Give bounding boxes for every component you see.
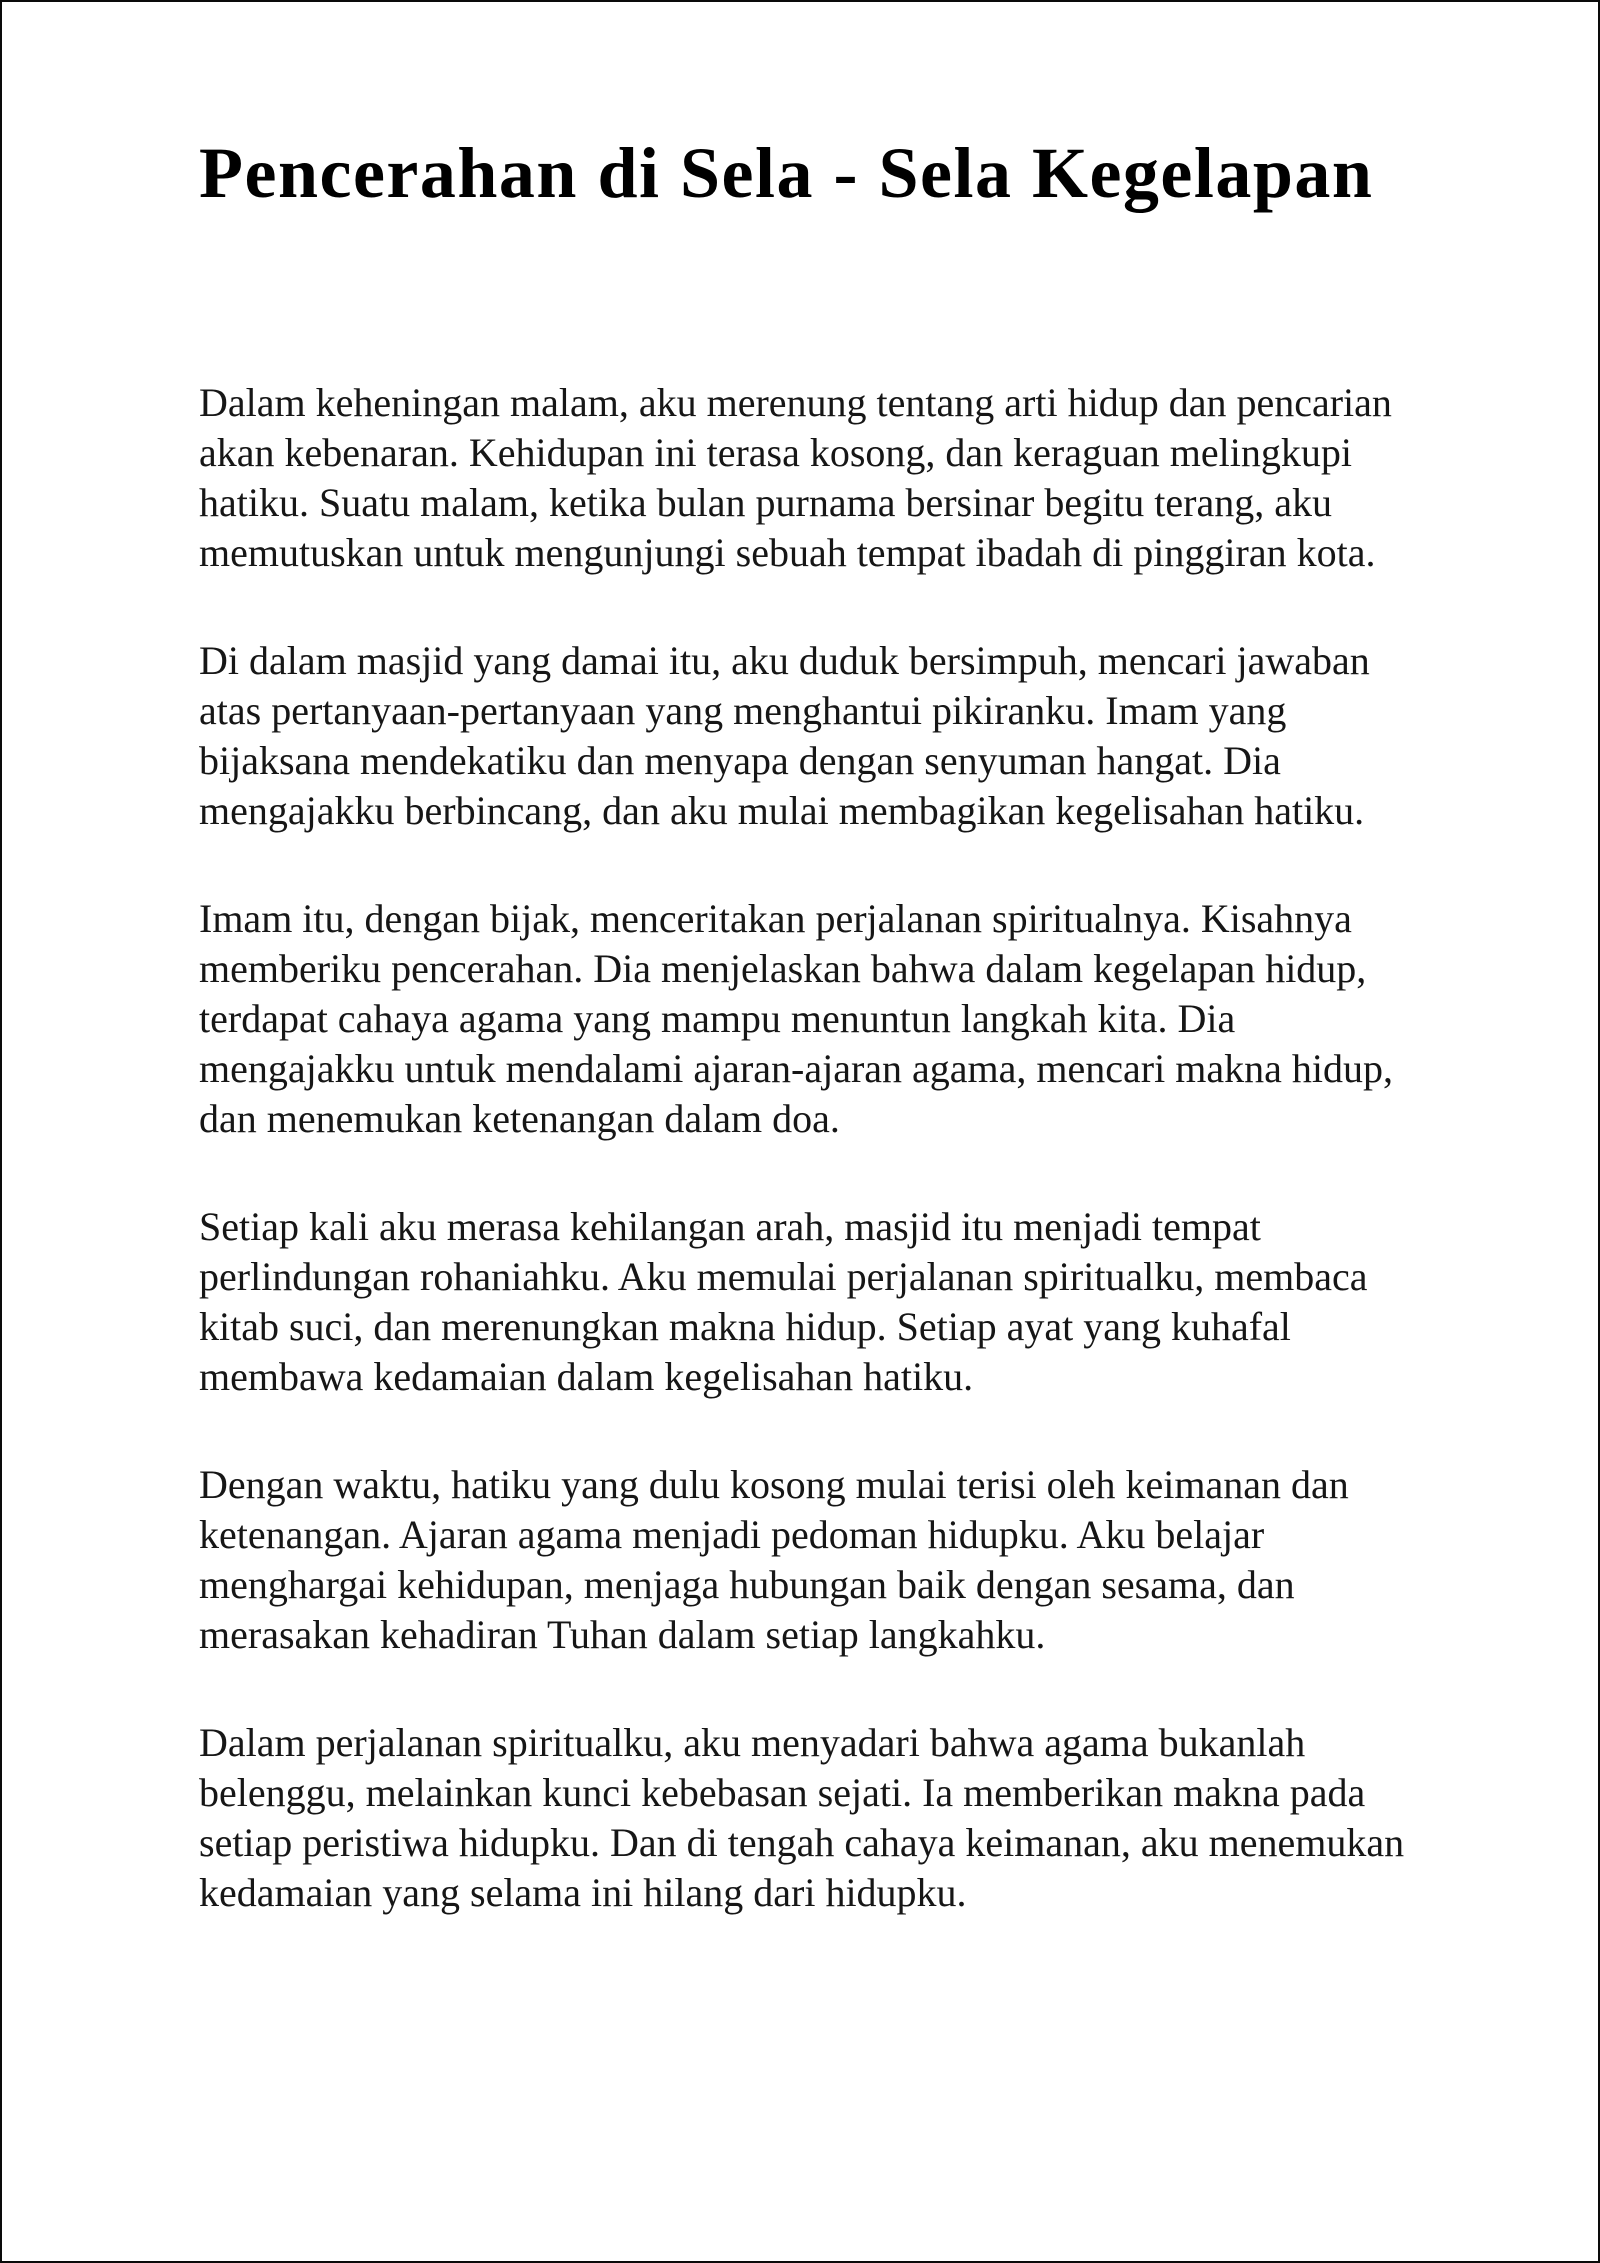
page-title: Pencerahan di Sela - Sela Kegelapan — [199, 133, 1374, 213]
paragraph-5: Dengan waktu, hatiku yang dulu kosong mulai terisi oleh keimanan dan ketenangan. Ajaran agama menjadi pedoman hidupku. Aku belajar menghargai kehidupan, menjaga hubungan baik dengan sesama, dan merasakan kehadiran Tuhan dalam setiap langkahku. — [199, 1462, 1349, 1657]
paragraph-6: Dalam perjalanan spiritualku, aku menyadari bahwa agama bukanlah belenggu, melainkan kunci kebebasan sejati. Ia memberikan makna pada setiap peristiwa hidupku. Dan di tengah cahaya keimanan, aku menemukan kedamaian yang selama ini hilang dari hidupku. — [199, 1720, 1405, 1915]
paragraph-1: Dalam keheningan malam, aku merenung tentang arti hidup dan pencarian akan kebenaran. Kehidupan ini terasa kosong, dan keraguan melingkupi hatiku. Suatu malam, ketika bulan purnama bersinar begitu terang, aku memutuskan untuk mengunjungi sebuah tempat ibadah di pinggiran kota. — [199, 380, 1392, 575]
document-body — [199, 378, 1424, 1918]
paragraph-4: Setiap kali aku merasa kehilangan arah, masjid itu menjadi tempat perlindungan rohaniahku. Aku memulai perjalanan spiritualku, membaca kitab suci, dan merenungkan makna hidup. Setiap ayat yang kuhafal membawa kedamaian dalam kegelisahan hatiku. — [199, 1204, 1368, 1399]
paragraph-2: Di dalam masjid yang damai itu, aku duduk bersimpuh, mencari jawaban atas pertanyaan-pertanyaan yang menghantui pikiranku. Imam yang bijaksana mendekatiku dan menyapa dengan senyuman hangat. Dia mengajakku berbincang, dan aku mulai membagikan kegelisahan hatiku. — [199, 638, 1370, 833]
paragraph-3: Imam itu, dengan bijak, menceritakan perjalanan spiritualnya. Kisahnya memberiku pencerahan. Dia menjelaskan bahwa dalam kegelapan hidup, terdapat cahaya agama yang mampu menuntun langkah kita. Dia mengajakku untuk mendalami ajaran-ajaran agama, mencari makna hidup, dan menemukan ketenangan dalam doa. — [199, 896, 1393, 1141]
